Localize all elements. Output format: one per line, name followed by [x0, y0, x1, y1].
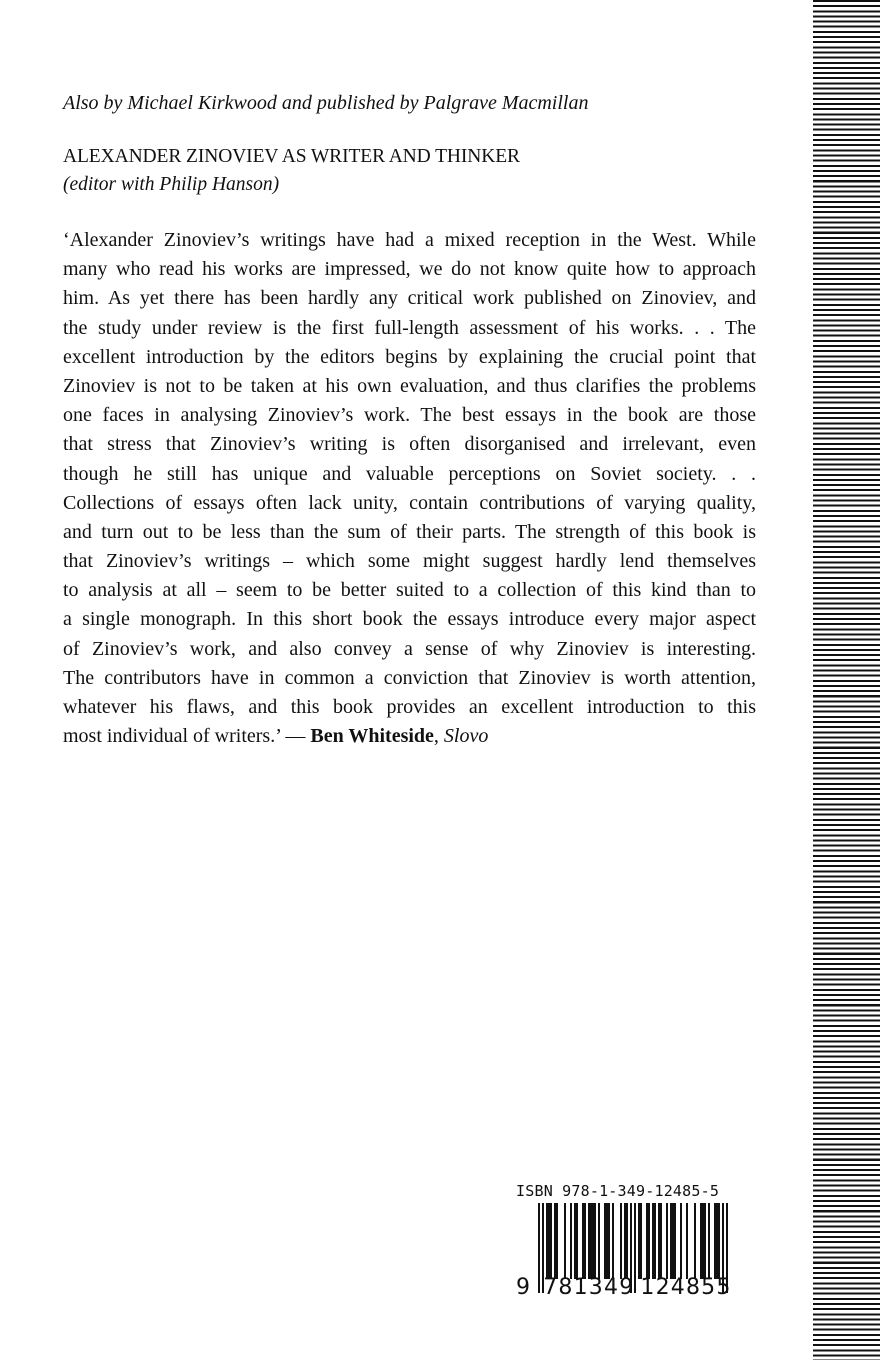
ean-left-digits: 781349: [543, 1275, 635, 1300]
barcode-bar: [606, 1203, 608, 1279]
review-author: Ben Whiteside: [310, 725, 434, 748]
barcode-bar: [608, 1203, 610, 1279]
barcode-bar: [620, 1203, 622, 1279]
review-line-text: most individual of writers.’ —: [63, 725, 311, 748]
barcode-bar: [556, 1203, 558, 1279]
review-line: Collections of essays often lack unity, contain contributions of varying quality,: [63, 491, 756, 514]
spine-stripe-pattern: [813, 0, 880, 1360]
barcode-bar: [652, 1203, 654, 1279]
barcode-bar: [666, 1203, 668, 1279]
barcode-bar: [612, 1203, 614, 1279]
barcode-bar: [582, 1203, 584, 1279]
review-line: of Zinoviev’s work, and also convey a sense of why Zinoviev is interesting.: [63, 637, 756, 660]
barcode-bar: [598, 1203, 600, 1279]
barcode-bar: [708, 1203, 710, 1279]
review-line: him. As yet there has been hardly any critical work published on Zinoviev, and: [63, 287, 756, 310]
barcode-bar: [550, 1203, 552, 1279]
review-line: The contributors have in common a conviction that Zinoviev is worth attention,: [63, 666, 756, 689]
barcode-bar: [546, 1203, 548, 1279]
review-line: whatever his flaws, and this book provides an excellent introduction to this: [63, 696, 756, 718]
review-quote: [63, 226, 756, 751]
barcode-bar: [570, 1203, 572, 1279]
barcode-bar: [680, 1203, 682, 1279]
review-line: many who read his works are impressed, we do not know quite how to approach: [63, 258, 756, 281]
barcode-bar: [592, 1203, 594, 1279]
isbn-label: ISBN 978-1-349-12485-5: [516, 1182, 720, 1200]
review-source: Slovo: [443, 725, 489, 748]
barcode-bar: [718, 1203, 720, 1279]
barcode-bar: [654, 1203, 656, 1279]
review-line: that stress that Zinoviev’s writing is often disorganised and irrelevant, even: [63, 433, 756, 456]
barcode-bar: [554, 1203, 556, 1279]
barcode-bar: [694, 1203, 696, 1279]
barcode-bar: [716, 1203, 718, 1279]
barcode-bar: [646, 1203, 648, 1279]
review-separator: ,: [433, 725, 444, 748]
barcode-bar: [700, 1203, 702, 1279]
barcode-bar: [604, 1203, 606, 1279]
barcode-bar: [548, 1203, 550, 1279]
barcode-bar: [626, 1203, 628, 1279]
review-line: a single monograph. In this short book the essays introduce every major aspect: [63, 608, 756, 631]
review-line: the study under review is the first full-length assessment of his works. . . The: [63, 316, 756, 339]
review-line: ‘Alexander Zinoviev’s writings have had a mixed reception in the West. While: [63, 229, 756, 251]
also-by-line: Also by Michael Kirkwood and published by Palgrave Macmillan: [63, 92, 589, 114]
barcode-bar: [674, 1203, 676, 1279]
review-final-line: [63, 722, 756, 751]
barcode-bar: [624, 1203, 626, 1279]
barcode-bar: [588, 1203, 590, 1279]
barcode-bar: [686, 1203, 688, 1279]
review-line: to analysis at all – seem to be better suited to a collection of this kind than to: [63, 579, 756, 602]
barcode-bar: [638, 1203, 640, 1279]
review-line: that Zinoviev’s writings – which some might suggest hardly lend themselves: [63, 550, 756, 573]
barcode-bar: [564, 1203, 566, 1279]
barcode-bar: [658, 1203, 660, 1279]
barcode-bar: [702, 1203, 704, 1279]
review-line: Zinoviev is not to be taken at his own evaluation, and thus clarifies the problems: [63, 374, 756, 397]
barcode-bar: [584, 1203, 586, 1279]
review-line: and turn out to be less than the sum of their parts. The strength of this book is: [63, 520, 756, 543]
barcode-bar: [576, 1203, 578, 1279]
barcode-bar: [590, 1203, 592, 1279]
barcode-bar: [704, 1203, 706, 1279]
review-line: one faces in analysing Zinoviev’s work. The best essays in the book are those: [63, 404, 756, 427]
review-line: though he still has unique and valuable perceptions on Soviet society. . .: [63, 462, 756, 485]
barcode-bar: [648, 1203, 650, 1279]
barcode-bar: [670, 1203, 672, 1279]
barcode-bar: [574, 1203, 576, 1279]
ean-right-digits: 124855: [640, 1275, 732, 1300]
book-title: ALEXANDER ZINOVIEV AS WRITER AND THINKER: [63, 146, 520, 167]
ean-first-digit: 9: [516, 1275, 532, 1300]
book-subtitle: (editor with Philip Hanson): [63, 174, 280, 195]
review-line: excellent introduction by the editors begins by explaining the crucial point that: [63, 345, 756, 368]
barcode-bar: [594, 1203, 596, 1279]
ean-digits: [516, 1275, 756, 1301]
barcode-bar: [714, 1203, 716, 1279]
barcode-bar: [660, 1203, 662, 1279]
barcode-bar: [672, 1203, 674, 1279]
barcode-bar: [640, 1203, 642, 1279]
